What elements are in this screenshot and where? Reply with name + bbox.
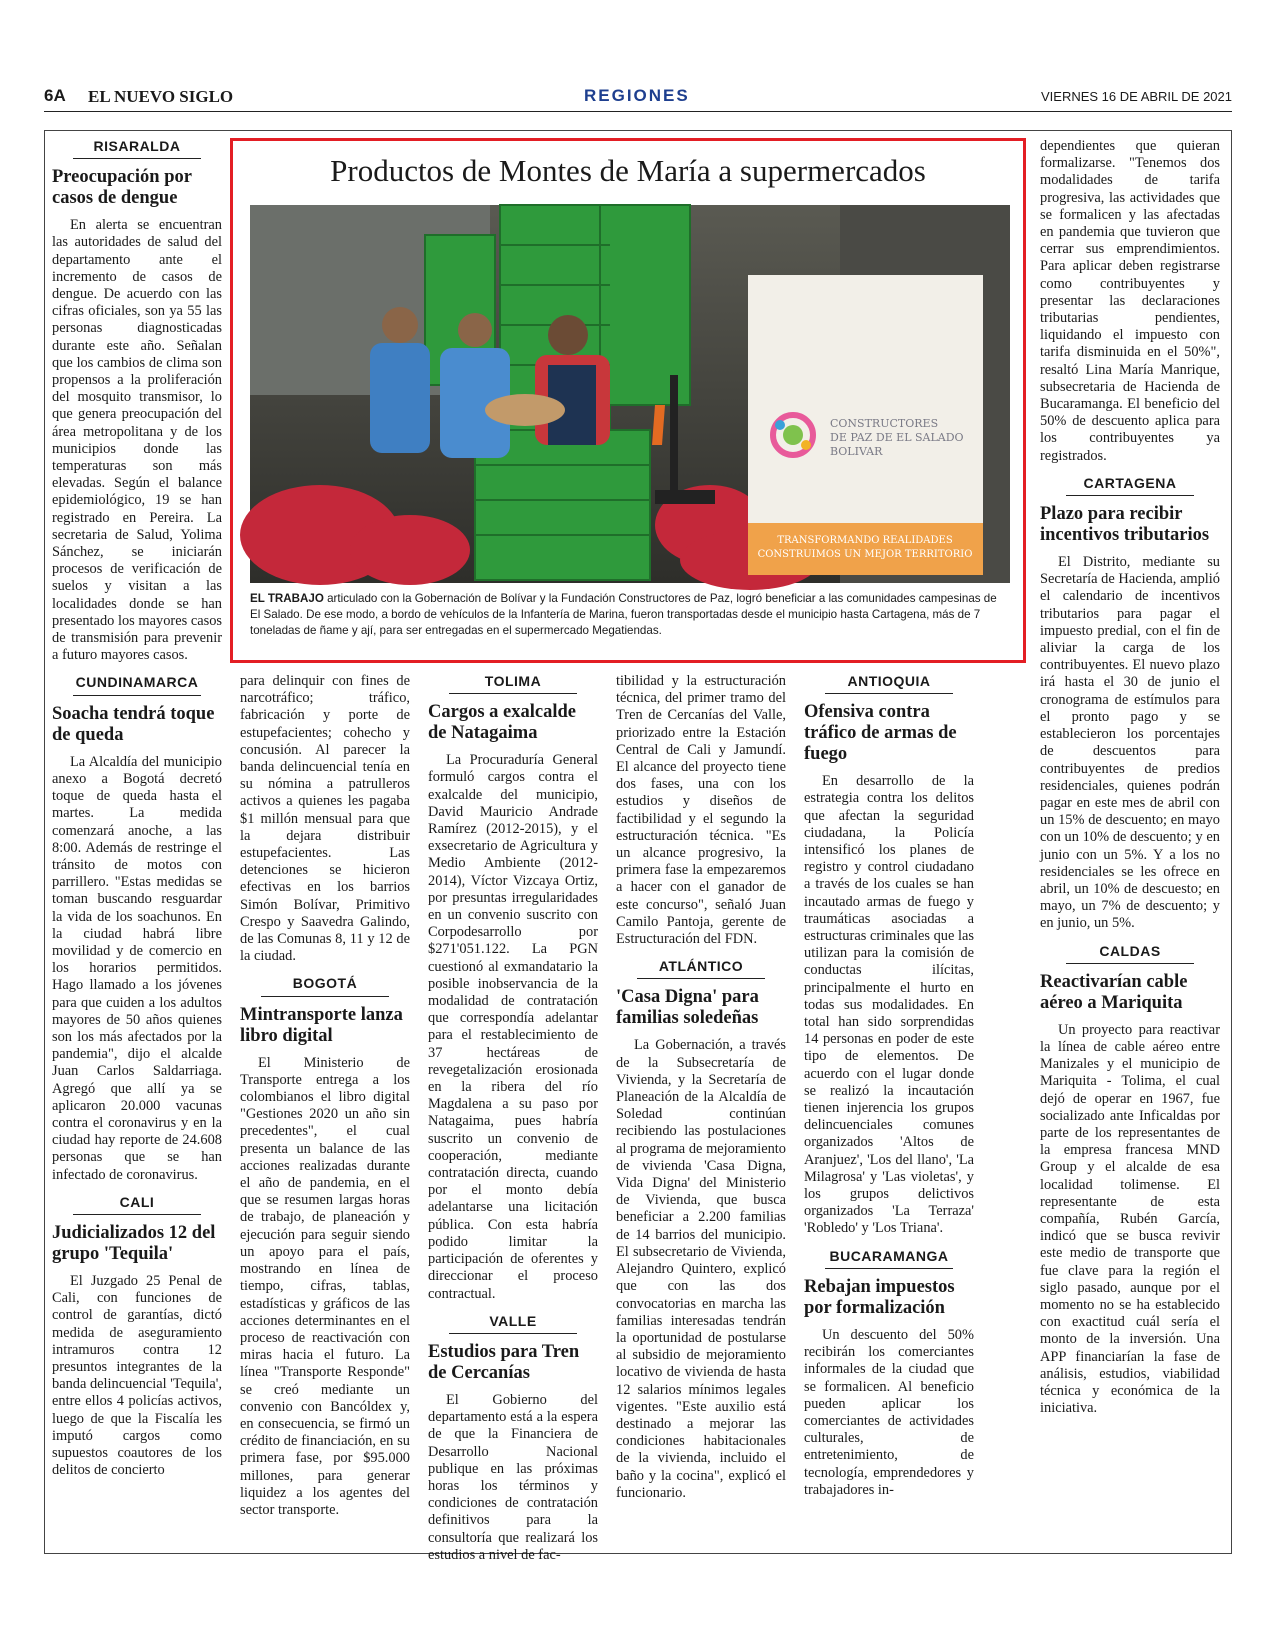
caption-lead: EL TRABAJO (250, 592, 324, 605)
banner-line-3: BOLIVAR (830, 445, 883, 458)
article-casa-digna-body: La Gobernación, a través de la Subsecretaría de Vivienda, y la Secretaría de Planeación de la Alcaldía de Soledad continúan recibiendo las postulaciones al programa de mejoramiento de vivienda 'Casa Digna, Vida Digna' del Ministerio de Vivienda, que busca beneficiar a 2.200 familias de 14 barrios del municipio. El subsecretario de Vivienda, Alejandro Quintero, explicó que con las dos convocatorias en marcha las familias interesadas tendrán la oportunidad de postularse al subsidio de mejoramiento locativo de vivienda de hasta 12 salarios mínimos legales vigentes. "Este auxilio está destinado a mejorar las condiciones habitacionales de la vivienda, incluido el baño y la cocina", explicó el funcionario. (616, 1037, 786, 1501)
region-label-atlantico: ATLÁNTICO (637, 958, 765, 979)
column-6 (1040, 138, 1220, 1548)
headline-armas: Ofensiva contra tráfico de armas de fuego (804, 702, 957, 765)
banner-line-1: CONSTRUCTORES (830, 417, 939, 430)
article-armas-body: En desarrollo de la estrategia contra los delitos que afectan la seguridad ciudadana, la Policía intensificó los planes de registro y control ciudadano a través de los cuales se han incautado armas de fuego y traumáticas asociadas a estructuras criminales que las utilizan para la comisión de conductas ilícitas, principalmente el hurto en todas sus modalidades. En total han sido sorprendidas 14 personas en poder de este tipo de elementos. De acuerdo con el lugar donde se realizó la incautación tienen injerencia los grupos delincuenciales comunes organizados 'Altos de Aranjuez', 'Los del llano', 'La Milagrosa' y 'Las violetas', y los grupos delictivos organizados 'La Terraza' 'Robledo' y 'Los Triana'. (804, 773, 974, 1237)
region-label-antioquia: ANTIOQUIA (825, 673, 953, 694)
region-label-bogota: BOGOTÁ (261, 975, 389, 996)
column-1 (52, 138, 222, 1548)
feature-box (230, 138, 1026, 663)
issue-date: VIERNES 16 DE ABRIL DE 2021 (1040, 89, 1232, 104)
article-tequila-body: El Juzgado 25 Penal de Cali, con funciones de control de garantías, dictó medida de aseguramiento intramuros contra 12 presuntos integrantes de la banda delincuencial 'Tequila', entre ellos 4 policías activos, luego de que la Fiscalía les imputó cargos como supuestos coautores de los delitos de concierto (52, 1272, 222, 1479)
headline-impuestos: Rebajan impuestos por formalización (804, 1276, 955, 1318)
column-4 (616, 673, 786, 1551)
page-number: 6A (44, 86, 66, 105)
feature-photo-illustration (250, 205, 1010, 583)
headline-natagaima: Cargos a exalcalde de Natagaima (428, 702, 576, 744)
feature-title: Productos de Montes de María a supermercados (330, 153, 926, 188)
article-incentivos-body: El Distrito, mediante su Secretaría de Hacienda, amplió el calendario de incentivos tributarios para pagar el impuesto predial, con el fin de aliviar la carga de los contribuyentes. El nuevo plazo irá hasta el 30 de junio el cronograma de estímulos para el pronto pago y se establecieron los porcentajes de descuentos para contribuyentes de predios residenciales, quienes podrán pagar en este mes de abril con un 15% de descuento; en mayo con un 10% de descuento; y en junio con un 5%. Y a los no residenciales se les ofrece en abril, un 10% de descuesto; en mayo, un 7% de descuento; y en junio, un 5%. (1040, 554, 1220, 932)
headline-cable: Reactivarían cable aéreo a Mariquita (1040, 971, 1188, 1013)
region-label-valle: VALLE (449, 1313, 577, 1334)
header-rule (44, 111, 1232, 112)
headline-tequila: Judicializados 12 del grupo 'Tequila' (52, 1222, 216, 1264)
headline-mintransporte: Mintransporte lanza libro digital (240, 1004, 403, 1046)
banner-footer-2: CONSTRUIMOS UN MEJOR TERRITORIO (757, 549, 973, 560)
region-label-bucaramanga: BUCARAMANGA (825, 1248, 953, 1269)
article-soacha-body: La Alcaldía del municipio anexo a Bogotá decretó toque de queda hasta el martes. La medida comenzará anoche, a las 8:00. Además de restringe el tránsito de motos con parrillero. "Estas medidas se toman buscando resguardar la vida de los soachunos. En la ciudad habrá libre movilidad y de comercio en los horarios permitidos. Hago llamado a los jóvenes para que cuiden a los adultos mayores de 50 años quienes son los más afectados por la pandemia", dijo el alcalde Juan Carlos Saldarriaga. Agregó que allí ya se aplicaron 20.000 vacunas contra el coronavirus y en la ciudad hay reporte de 24.608 personas que se han infectado de coronavirus. (52, 753, 222, 1183)
region-label-risaralda: RISARALDA (73, 138, 201, 159)
article-tequila-continued: para delinquir con fines de narcotráfico; tráfico, fabricación y porte de estupefacientes; cohecho y concusión. Al parecer la banda delincuencial tenía en su nómina a patrulleros activos a quienes les pagaba $1 millón mensual para que la dejara distribuir estupefacientes. Las detenciones se hicieron efectivas en los barrios Simón Bolívar, Primitivo Crespo y Saavedra Galindo, de las Comunas 8, 11 y 12 de la ciudad. (240, 673, 410, 965)
article-impuestos-continued: dependientes que quieran formalizarse. "Tenemos dos modalidades de tarifa progresiva, las actividades que se formalicen y las afectadas en pandemia que tuvieron que cerrar sus emprendimientos. Para aplicar deben registrarse como contribuyentes y presentar las declaraciones tributarias pendientes, liquidando el impuesto con tarifa disminuida en el 50%", resaltó Lina María Manrique, subsecretaria de Hacienda de Bucaramanga. El beneficio del 50% de descuento aplica para los contribuyentes ya registrados. (1040, 138, 1220, 464)
column-5 (804, 673, 974, 1551)
headline-casa-digna: 'Casa Digna' para familias soledeñas (616, 987, 759, 1029)
article-dengue-body: En alerta se encuentran las autoridades de salud del departamento ante el incremento de casos de dengue. De acuerdo con las cifras oficiales, son ya 55 las personas diagnosticadas durante este año. Señalan que los cambios de clima son propensos a la proliferación del mosquito transmisor, lo que genera preocupación del área metropolitana y de los municipios donde las temperaturas son más elevadas. Según el balance epidemiológico, 19 se han registrado en Pereira. La secretaria de Salud, Yolima Sánchez, se iniciarán procesos de verificación de suelos y visitan a las localidades donde se han presentado los mayores casos de transmisión para prevenir a futuro mayores casos. (52, 217, 222, 664)
region-label-caldas: CALDAS (1066, 943, 1194, 964)
region-label-cali: CALI (73, 1194, 201, 1215)
feature-caption (250, 591, 1010, 639)
headline-tren: Estudios para Tren de Cercanías (428, 1341, 580, 1383)
headline-dengue: Preocupación por casos de dengue (52, 167, 192, 209)
article-natagaima-body: La Procuraduría General formuló cargos contra el exalcalde del municipio, David Mauricio Andrade Ramírez (2012-2015), y el exsecretario de Agricultura y Medio Ambiente (2012-2014), Víctor Vizcaya Ortiz, por presuntas irregularidades en un convenio suscrito con Corpodesarrollo por $271'051.122. La PGN cuestionó al exmandatario la posible inobservancia de la modalidad de contratación que correspondía adelantar para el restablecimiento de 37 hectáreas de revegetalización erosionada en la ribera del río Magdalena a su paso por Natagaima, pues habría suscrito un convenio de cooperación, mediante contratación directa, cuando por el monto debía adelantarse una licitación pública. Con esta habría podido limitar la participación de oferentes y direccionar el proceso contractual. (428, 752, 598, 1302)
headline-incentivos: Plazo para recibir incentivos tributarios (1040, 504, 1210, 546)
banner-line-2: DE PAZ DE EL SALADO (830, 431, 964, 444)
region-label-cundinamarca: CUNDINAMARCA (73, 674, 201, 695)
article-cable-body: Un proyecto para reactivar la línea de cable aéreo entre Manizales y el municipio de Mariquita - Tolima, el cual dejó de operar en 1967, fue socializado ante Inficaldas por parte de los representantes de la empresa francesa MND Group y el alcalde de esa localidad tolimense. El representante de esta compañía, Rubén García, indicó que se busca revivir este medio de transporte que fue clave para la región el siglo pasado, aunque por el momento no se ha establecido con exactitud cuál sería el monto de la inversión. Una APP financiarían la fase de análisis, estudios, viabilidad técnica y económica de la iniciativa. (1040, 1021, 1220, 1417)
feature-photo (250, 205, 1010, 583)
article-tren-body: El Gobierno del departamento está a la espera de que la Financiera de Desarrollo Nacional publique en las próximas horas los términos y condiciones de contratación definitivos para la consultoría que realizará los estudios a nivel de fac- (428, 1391, 598, 1563)
headline-soacha: Soacha tendrá toque de queda (52, 703, 215, 745)
region-label-tolima: TOLIMA (449, 673, 577, 694)
region-label-cartagena: CARTAGENA (1066, 475, 1194, 496)
page-header (44, 86, 1232, 110)
caption-text: articulado con la Gobernación de Bolívar y la Fundación Constructores de Paz, logró beneficiar a las comunidades campesinas de El Salado. De ese modo, a bordo de vehículos de la Infantería de Marina, fueron transportadas desde el municipio hasta Cartagena, más de 7 toneladas de ñame y ají, para ser entregadas en el supermercado Megatiendas. (250, 592, 997, 637)
column-3 (428, 673, 598, 1563)
newspaper-brand: EL NUEVO SIGLO (88, 87, 234, 106)
article-impuestos-body: Un descuento del 50% recibirán los comerciantes informales de la ciudad que se formalicen. Al beneficio pueden aplicar los comerciantes de actividades culturales, de entretenimiento, de tecnología, emprendedores y trabajadores in- (804, 1326, 974, 1498)
article-tren-continued: tibilidad y la estructuración técnica, del primer tramo del Tren de Cercanías del Valle, priorizado entre la Estación Central de Cali y Jamundí. El alcance del proyecto tiene dos fases, una con los estudios y diseños de factibilidad y el segundo la estructuración técnica. "Es un alcance progresivo, la primera fase la empezaremos a hacer con el ganador de este concurso", señaló Juan Camilo Pantoja, gerente de Estructuración del FDN. (616, 673, 786, 948)
banner-footer-1: TRANSFORMANDO REALIDADES (777, 535, 953, 546)
article-mintransporte-body: El Ministerio de Transporte entrega a los colombianos el libro digital "Gestiones 2020 un año sin precedentes", el cual presenta un balance de las acciones realizadas durante el año de pandemia, en el que se resumen largas horas de trabajo, de planeación y ejecución para seguir siendo un apoyo para el país, mostrando en línea de tiempo, cifras, tablas, estadísticas y gráficos de las acciones determinantes en el proceso de reactivación con miras hacia el futuro. La línea "Transporte Responde" se creó mediante un convenio con Bancóldex y, en consecuencia, se firmó un crédito de financiación, en su primera fase, por $95.000 millones, para generar liquidez a los agentes del sector transporte. (240, 1054, 410, 1518)
column-2 (240, 673, 410, 1551)
section-title: REGIONES (584, 86, 690, 105)
